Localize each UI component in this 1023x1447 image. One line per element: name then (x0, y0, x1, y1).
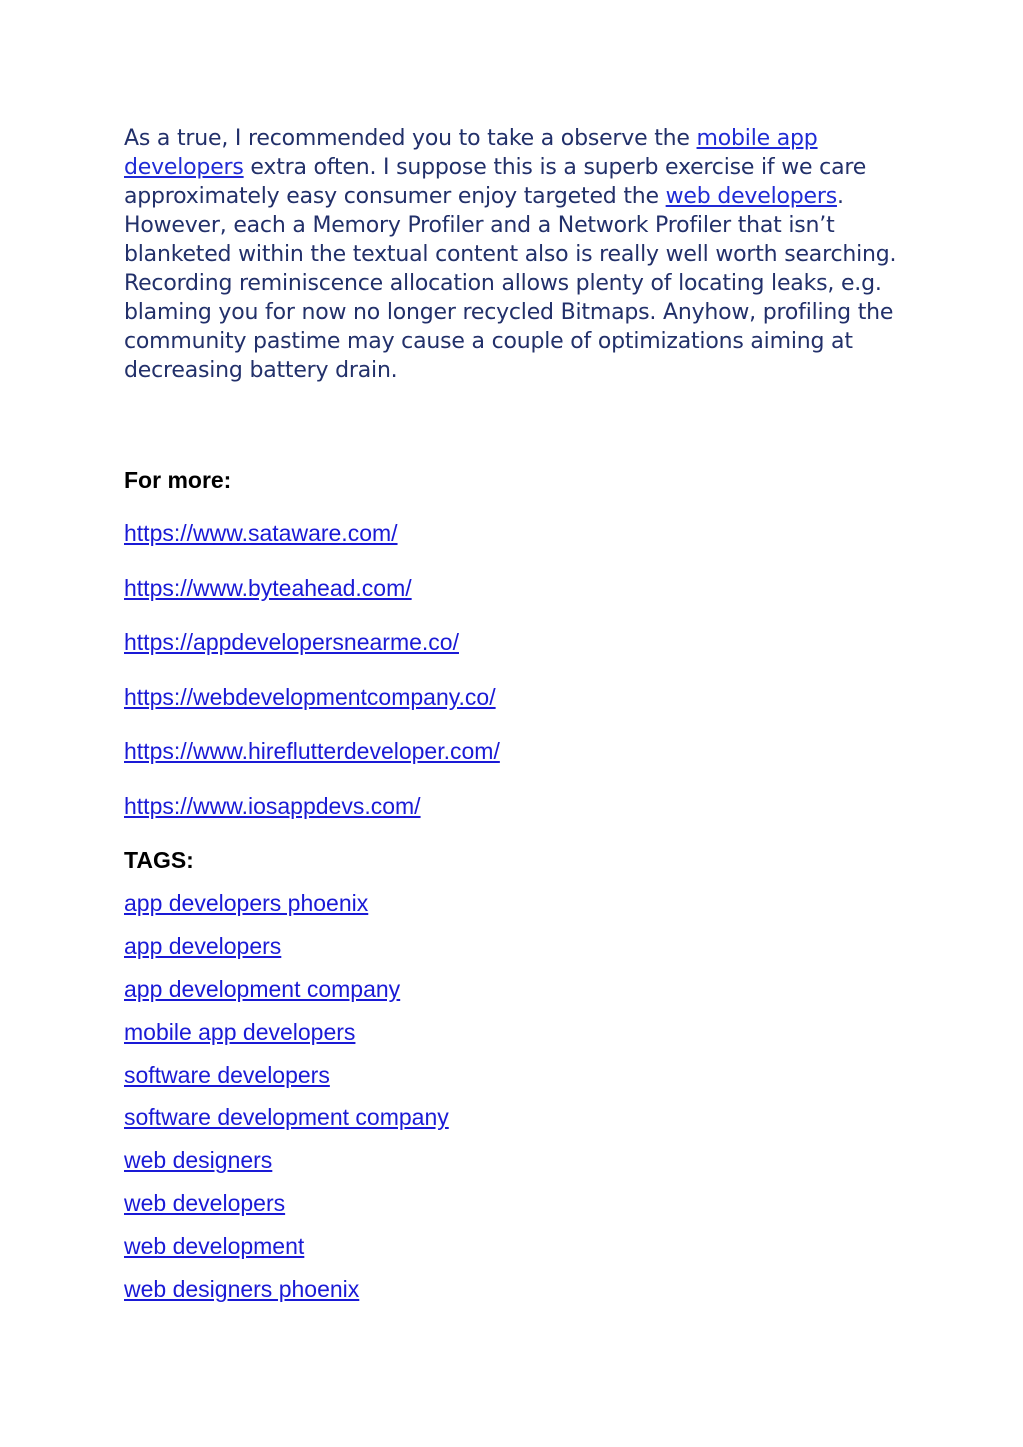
byteahead-link[interactable]: https://www.byteahead.com/ (124, 574, 412, 601)
document-page (124, 124, 904, 1303)
list-item (124, 792, 500, 847)
more-links-list (124, 519, 500, 846)
tag-link[interactable]: app developers (124, 932, 282, 959)
web-developers-link[interactable]: web developers (665, 184, 837, 209)
tag-link[interactable]: app developers phoenix (124, 890, 369, 916)
list-item (124, 683, 500, 738)
list-item (124, 519, 500, 574)
iosappdevs-link[interactable]: https://www.iosappdevs.com/ (124, 792, 421, 819)
webdevelopmentcompany-link[interactable]: https://webdevelopmentcompany.co/ (124, 683, 496, 710)
list-item (124, 1275, 449, 1318)
tag-link[interactable]: web designers (124, 1147, 273, 1174)
list-item (124, 628, 500, 683)
list-item (124, 889, 449, 932)
list-item (124, 1061, 449, 1104)
list-item (124, 1146, 449, 1189)
tag-link[interactable]: web developers (124, 1190, 286, 1217)
list-item (124, 975, 449, 1018)
list-item (124, 1103, 449, 1146)
tag-link[interactable]: mobile app developers (124, 1018, 356, 1045)
tags-heading: TAGS: (124, 847, 194, 873)
appdevelopersnearme-link[interactable]: https://appdevelopersnearme.co/ (124, 629, 459, 655)
hireflutterdeveloper-link[interactable]: https://www.hireflutterdeveloper.com/ (124, 738, 500, 764)
intro-text-middle: extra often. I suppose this is a superb exercise if we care approximately easy consumer enjoy targeted the (124, 155, 867, 209)
for-more-heading: For more: (124, 467, 232, 493)
tag-link[interactable]: web designers phoenix (124, 1276, 360, 1303)
tags-list (124, 889, 449, 1318)
list-item (124, 574, 500, 629)
tag-link[interactable]: app development company (124, 975, 401, 1002)
list-item (124, 1232, 449, 1275)
intro-text-start: As a true, I recommended you to take a observe the (124, 126, 697, 151)
tag-link[interactable]: software development company (124, 1104, 449, 1131)
list-item (124, 1189, 449, 1232)
intro-text-end: . However, each a Memory Profiler and a Network Profiler that isn’t blanketed within the textual content also is really well worth searching. Recording reminiscence allocation allows plenty of locating leaks, e.g. blaming you for now no longer recycled Bitmaps. Anyhow, profiling the community pastime may cause a couple of optimizations aiming at decreasing battery drain. (124, 184, 897, 383)
tag-link[interactable]: software developers (124, 1061, 330, 1088)
tag-link[interactable]: web development (124, 1233, 305, 1260)
mobile-app-developers-link[interactable]: mobile app developers (124, 126, 818, 180)
list-item (124, 932, 449, 975)
sataware-link[interactable]: https://www.sataware.com/ (124, 520, 398, 546)
list-item (124, 1018, 449, 1061)
list-item (124, 737, 500, 792)
intro-paragraph (124, 124, 904, 385)
